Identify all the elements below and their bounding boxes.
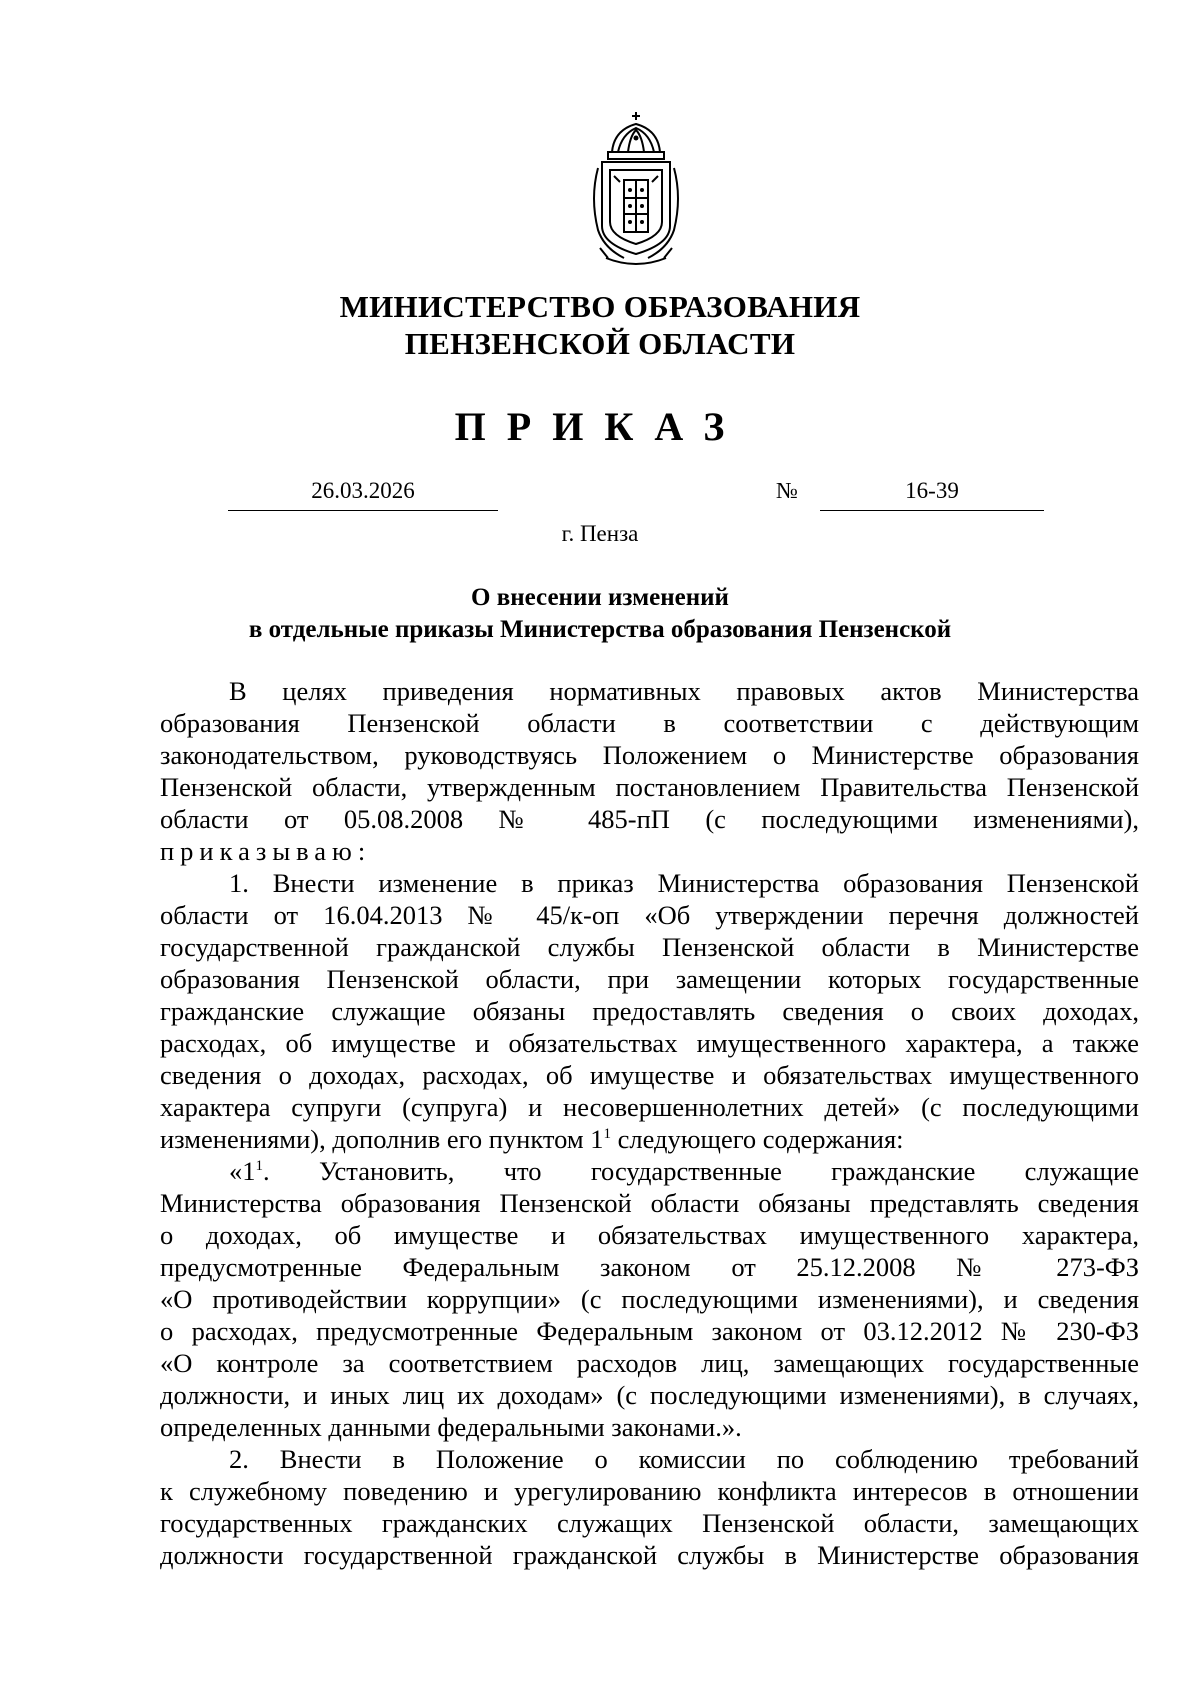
body-line: В целях приведения нормативных правовых актов Министерства [229,676,1139,706]
body-line: о доходах, об имуществе и обязательствах имущественного характера, [160,1220,1139,1250]
body-line: к служебному поведению и урегулированию конфликта интересов в отношении [160,1476,1139,1506]
body-line: характера супруги (супруга) и несовершеннолетних детей» (с последующими [160,1092,1139,1122]
date-underline [228,510,498,511]
text-segment: «1 [229,1156,256,1186]
body-line: Пензенской области, утвержденным постановлением Правительства Пензенской [160,772,1139,802]
body-line: государственной гражданской службы Пензенской области в Министерстве [160,932,1139,962]
document-city: г. Пенза [561,521,639,546]
document-body [160,675,1139,1571]
body-line: законодательством, руководствуясь Положением о Министерстве образования [160,740,1139,770]
body-line: государственных гражданских служащих Пензенской области, замещающих [160,1508,1139,1538]
document-number: 16-39 [905,478,959,503]
number-underline [820,510,1044,511]
body-line: «О противодействии коррупции» (с последующими изменениями), и сведения [160,1284,1139,1314]
body-line-with-superscript [160,1155,1139,1187]
body-line: гражданские служащие обязаны предоставлять сведения о своих доходах, [160,996,1139,1026]
text-segment: следующего содержания: [610,1124,904,1154]
body-line: 2. Внести в Положение о комиссии по соблюдению требований [229,1444,1139,1474]
subject-line1: О внесении изменений [471,584,729,611]
organization-name-line1: МИНИСТЕРСТВО ОБРАЗОВАНИЯ [339,289,861,324]
body-line: «О контроле за соответствием расходов лиц, замещающих государственные [160,1348,1139,1378]
body-line: 1. Внести изменение в приказ Министерства образования Пензенской [229,868,1139,898]
body-line: о расходах, предусмотренные Федеральным законом от 03.12.2012 № 230-ФЗ [160,1316,1139,1346]
text-segment: изменениями), дополнив его пунктом 1 [160,1124,604,1154]
body-line: области от 05.08.2008 № 485-пП (с последующими изменениями), [160,804,1139,834]
body-line: расходах, об имуществе и обязательствах имущественного характера, а также [160,1028,1139,1058]
body-line: должности государственной гражданской службы в Министерстве образования [160,1540,1139,1570]
body-line: Министерства образования Пензенской области обязаны представлять сведения [160,1188,1139,1218]
text-segment: . Установить, что государственные гражданские служащие [263,1156,1139,1186]
document-type-title: ПРИКАЗ [454,404,746,449]
body-line-with-superscript [160,1123,1139,1155]
body-line: определенных данными федеральными законами.». [160,1412,742,1442]
body-line: сведения о доходах, расходах, об имуществе и обязательствах имущественного [160,1060,1139,1090]
body-line: образования Пензенской области в соответствии с действующим [160,708,1139,738]
body-line: образования Пензенской области, при замещении которых государственные [160,964,1139,994]
body-line: предусмотренные Федеральным законом от 25.12.2008 № 273-ФЗ [160,1252,1139,1282]
order-word: приказываю: [160,836,372,866]
body-line: области от 16.04.2013 № 45/к-оп «Об утверждении перечня должностей [160,900,1139,930]
superscript: 1 [255,1158,263,1175]
number-sign: № [776,478,798,503]
penza-coat-of-arms-icon [584,108,688,268]
organization-name-line2: ПЕНЗЕНСКОЙ ОБЛАСТИ [404,326,796,361]
superscript: 1 [603,1126,611,1143]
document-date: 26.03.2026 [311,478,415,503]
body-line: должности, и иных лиц их доходам» (с последующими изменениями), в случаях, [160,1380,1139,1410]
subject-line2: в отдельные приказы Министерства образования Пензенской [248,616,952,643]
